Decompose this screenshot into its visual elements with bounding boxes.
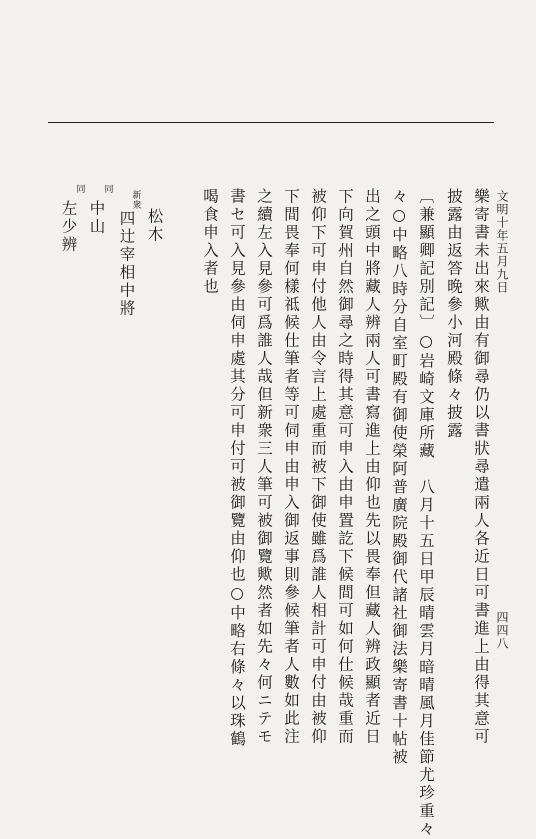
text-column: 々○中略八時分自室町殿有御使榮阿普廣院殿御代諸社御法樂寄書十帖被 [390, 188, 408, 767]
text-column: 喝食申入者也 [201, 188, 219, 296]
name-prefix: 同 [74, 184, 85, 194]
running-title: 文明十年五月九日 [495, 190, 509, 294]
text-column: 書セ可入見參由伺申處其分可申付可被御覽由仰也○中略右條々以珠鶴 [228, 188, 246, 749]
header-rule [48, 122, 494, 123]
text-column: 之續左入見參可爲誰人哉但新衆三人筆可被御覽歟然者如先々何ニテモ [255, 188, 273, 746]
page-number: 四四八 [495, 611, 509, 650]
name-entry: 四辻宰相中將 [117, 210, 136, 318]
text-column: 下向賀州自然御尋之時得其意可申入由申置訖下候間可如何仕候哉重而 [336, 188, 354, 746]
text-column: 〔兼顯卿記別記〕○岩崎文庫所藏 八月十五日甲辰晴雲月暗晴風月佳節尤珍重々 [417, 188, 435, 839]
text-column: 披露由返答晚參小河殿條々披露 [445, 188, 463, 440]
name-prefix: 新衆 [130, 190, 141, 210]
text-column: 下間畏奉何樣祗候仕筆者等可伺申由申入御返事則參候筆者人數如此注 [282, 188, 300, 746]
name-entry: 左少辨 [59, 200, 78, 254]
text-column: 出之頭中將藏人辨兩人可書寫進上由仰也先以畏奉但藏人辨政顯者近日 [363, 188, 381, 746]
text-column: 樂寄書未出來歟由有御尋仍以書狀尋遣兩人各近日可書進上由得其意可 [472, 188, 490, 746]
name-prefix: 同 [102, 184, 113, 194]
name-entry: 中山 [87, 200, 106, 236]
name-entry: 松木 [145, 208, 164, 244]
text-column: 被仰下可申付他人由令言上處重而被下御使雖爲誰人相計可申付由被仰 [309, 188, 327, 746]
